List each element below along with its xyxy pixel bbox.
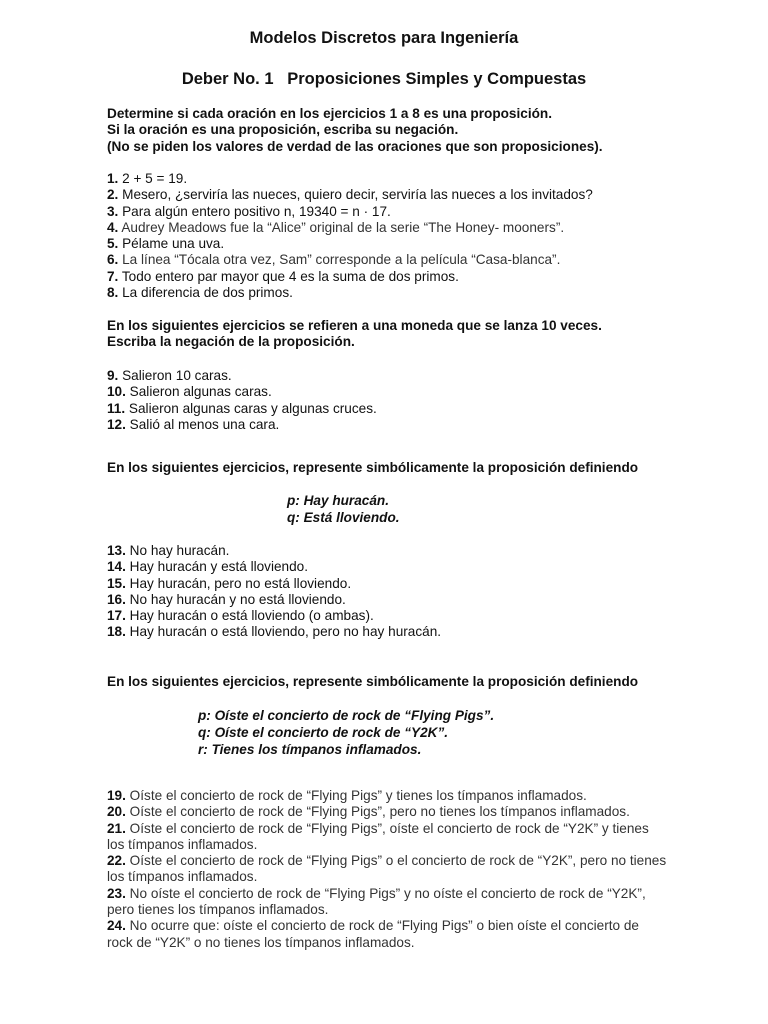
item-text: No hay huracán. [125, 543, 230, 558]
instruction-line: En los siguientes ejercicios, represente simbólicamente la proposición definiendo [107, 460, 639, 475]
item-text: No ocurre que: oíste el concierto de rock de “Flying Pigs” o bien oíste el concierto de rock de “Y2K” o no tienes los tímpanos inflamados. [107, 918, 639, 950]
item-text: No hay huracán y no está lloviendo. [125, 591, 346, 607]
item-number: 7. [107, 268, 119, 284]
item-number: 22. [107, 853, 126, 869]
item-text: Oíste el concierto de rock de “Flying Pigs” y tienes los tímpanos inflamados. [125, 788, 587, 803]
item-text: Hay huracán, pero no está lloviendo. [125, 575, 352, 591]
item-number: 2. [107, 187, 119, 203]
list-item [107, 401, 667, 417]
list-item [107, 886, 667, 919]
item-text: Salieron 10 caras. [118, 368, 232, 383]
list-item [107, 853, 667, 886]
item-number: 10. [107, 384, 126, 400]
item-text: Hay huracán y está lloviendo. [125, 559, 309, 575]
item-number: 1. [107, 171, 119, 186]
list-item [107, 368, 667, 384]
item-number: 17. [107, 608, 126, 624]
section2-instructions [107, 318, 667, 351]
assignment-title: Deber No. 1 Proposiciones Simples y Compuestas [181, 70, 587, 88]
list-item [107, 788, 667, 804]
item-text: Hay huracán o está lloviendo (o ambas). [125, 608, 374, 624]
section1-list [107, 171, 667, 301]
item-text: Oíste el concierto de rock de “Flying Pigs”, oíste el concierto de rock de “Y2K” y tienes los tímpanos inflamados. [107, 820, 649, 852]
item-number: 14. [107, 559, 126, 575]
section4-list [107, 788, 667, 951]
list-item [107, 269, 667, 285]
definition-p: p: Hay huracán. [287, 493, 389, 508]
item-number: 5. [107, 236, 119, 252]
section2-list [107, 368, 667, 433]
list-item [107, 285, 667, 301]
section3-instructions [107, 460, 667, 476]
item-number: 18. [107, 624, 126, 640]
instruction-line: Si la oración es una proposición, escriba su negación. [107, 122, 459, 138]
item-number: 3. [107, 203, 119, 219]
list-item [107, 171, 667, 187]
item-number: 16. [107, 591, 126, 607]
item-number: 11. [107, 400, 126, 416]
item-text: Todo entero par mayor que 4 es la suma de dos primos. [118, 268, 459, 284]
item-number: 24. [107, 918, 126, 934]
item-text: 2 + 5 = 19. [118, 171, 188, 186]
section4-instructions [107, 674, 667, 690]
section3-list [107, 543, 667, 641]
item-number: 9. [107, 368, 119, 383]
section4-definitions [198, 707, 494, 758]
item-number: 15. [107, 575, 126, 591]
item-text: Oíste el concierto de rock de “Flying Pigs” o el concierto de rock de “Y2K”, pero no tienes los tímpanos inflamados. [107, 853, 667, 885]
item-number: 20. [107, 804, 126, 820]
item-number: 12. [107, 416, 126, 432]
item-text: Para algún entero positivo n, 19340 = n · 17. [118, 203, 391, 219]
section3-definitions [287, 492, 400, 526]
item-number: 23. [107, 885, 126, 901]
item-text: Salieron algunas caras. [125, 384, 272, 400]
item-text: Oíste el concierto de rock de “Flying Pigs”, pero no tienes los tímpanos inflamados. [125, 804, 630, 820]
item-number: 19. [107, 788, 126, 803]
instruction-line: Determine si cada oración en los ejercicios 1 a 8 es una proposición. [107, 106, 552, 121]
item-text: Salió al menos una cara. [125, 416, 280, 432]
list-item [107, 592, 667, 608]
section1-instructions [107, 106, 667, 155]
list-item [107, 576, 667, 592]
item-text: Salieron algunas caras y algunas cruces. [125, 400, 377, 416]
list-item [107, 608, 667, 624]
list-item [107, 821, 667, 854]
list-item [107, 252, 667, 268]
item-text: Hay huracán o está lloviendo, pero no hay huracán. [125, 624, 442, 640]
list-item [107, 559, 667, 575]
item-text: Pélame una uva. [118, 236, 225, 252]
instruction-line: (No se piden los valores de verdad de las oraciones que son proposiciones). [107, 138, 603, 154]
item-text: No oíste el concierto de rock de “Flying Pigs” y no oíste el concierto de rock de “Y2K”, pero tienes los tímpanos inflamados. [107, 885, 646, 918]
list-item [107, 543, 667, 559]
list-item [107, 624, 667, 640]
course-title: Modelos Discretos para Ingeniería [249, 29, 519, 47]
instruction-line: Escriba la negación de la proposición. [107, 334, 355, 350]
list-item [107, 918, 667, 951]
list-item [107, 417, 667, 433]
definition-p: p: Oíste el concierto de rock de “Flying Pigs”. [198, 708, 495, 723]
item-number: 6. [107, 252, 119, 268]
definition-q: q: Oíste el concierto de rock de “Y2K”. [198, 725, 449, 740]
definition-r: r: Tienes los tímpanos inflamados. [198, 742, 422, 757]
item-number: 8. [107, 285, 119, 301]
list-item [107, 236, 667, 252]
item-text: La línea “Tócala otra vez, Sam” corresponde a la película “Casa-blanca”. [118, 252, 561, 268]
definition-q: q: Está lloviendo. [287, 510, 400, 525]
list-item [107, 220, 667, 236]
item-text: La diferencia de dos primos. [118, 285, 293, 301]
item-number: 4. [107, 219, 119, 235]
item-text: Audrey Meadows fue la “Alice” original de la serie “The Honey- mooners”. [118, 219, 565, 235]
instruction-line: En los siguientes ejercicios se refieren a una moneda que se lanza 10 veces. [107, 318, 602, 333]
list-item [107, 187, 667, 203]
item-number: 21. [107, 820, 126, 836]
item-text: Mesero, ¿serviría las nueces, quiero decir, serviría las nueces a los invitados? [118, 187, 593, 203]
list-item [107, 804, 667, 820]
item-number: 13. [107, 543, 126, 558]
list-item [107, 204, 667, 220]
instruction-line: En los siguientes ejercicios, represente simbólicamente la proposición definiendo [107, 674, 639, 689]
list-item [107, 384, 667, 400]
